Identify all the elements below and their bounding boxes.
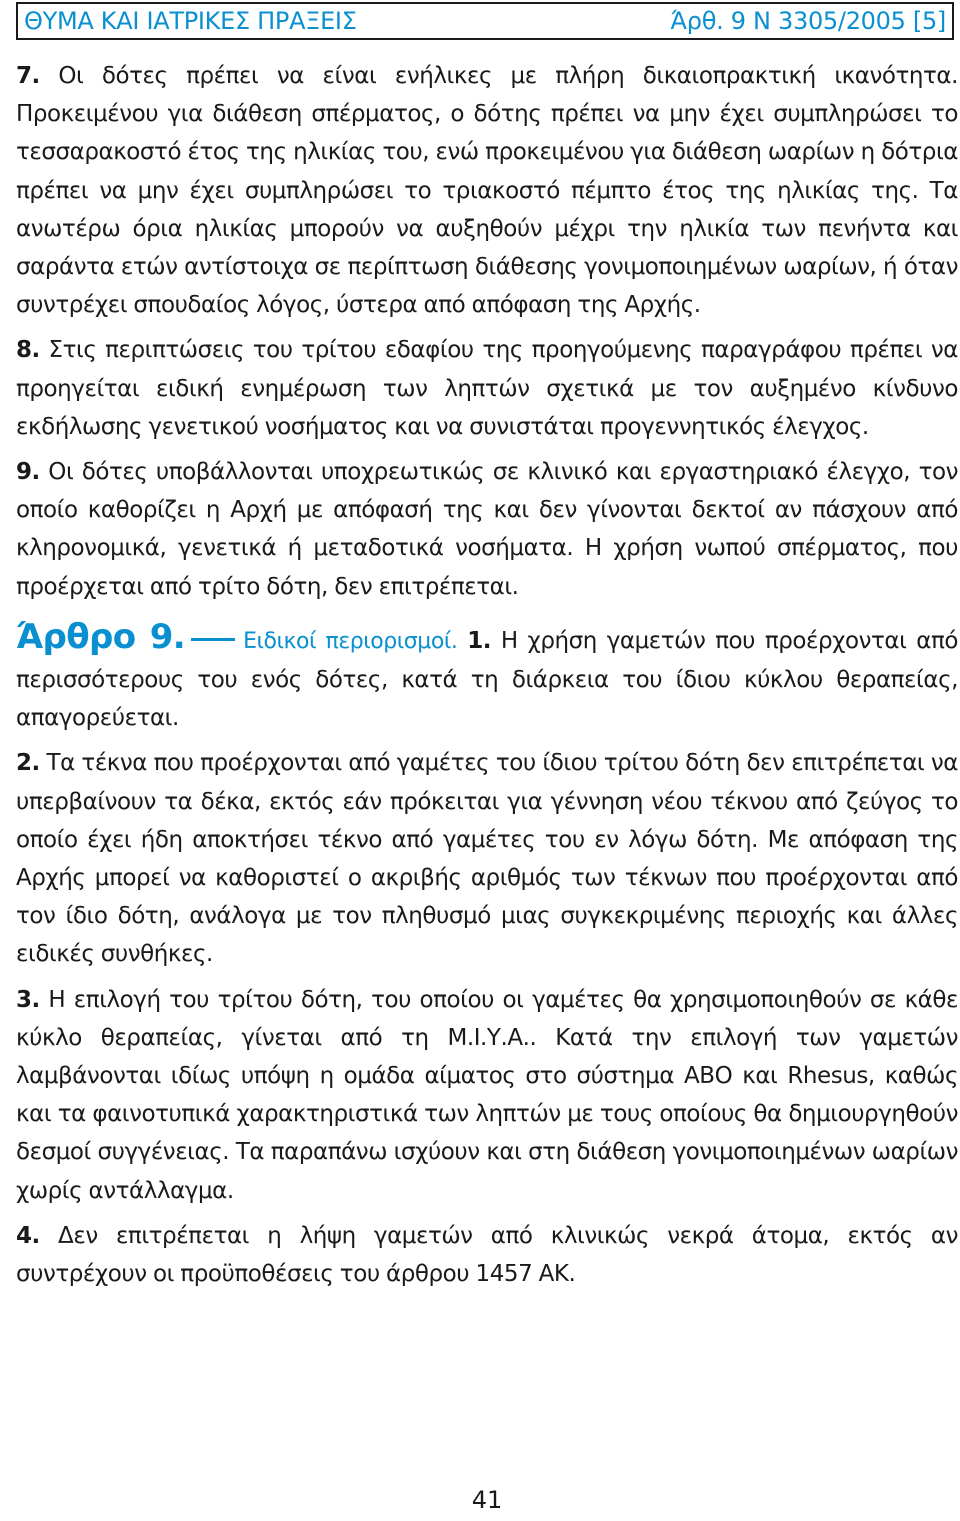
paragraph-number: 3. xyxy=(16,986,40,1013)
article-9-paragraph-4 xyxy=(16,1217,958,1293)
paragraph-text: Δεν επιτρέπεται η λήψη γαμετών από κλινικώς νεκρά άτομα, εκτός αν συντρέχουν οι προϋποθέσεις του άρθρου 1457 ΑΚ. xyxy=(16,1222,958,1288)
article-dash xyxy=(191,638,235,641)
paragraph-text: Η χρήση γαμετών που προέρχονται από περισσότερους του ενός δότες, κατά τη διάρκεια του ίδιου κύκλου θεραπείας, απαγορεύεται. xyxy=(16,627,958,732)
paragraph-number: 9. xyxy=(16,459,40,486)
paragraph-number: 2. xyxy=(16,750,40,777)
article-title: Ειδικοί περιορισμοί. xyxy=(243,628,458,654)
paragraph-text: Η επιλογή του τρίτου δότη, του οποίου οι γαμέτες θα χρησιμοποιηθούν σε κάθε κύκλο θεραπείας, γίνεται από τη Μ.Ι.Υ.Α.. Κατά την επιλογή των γαμετών λαμβάνονται ιδίως υπόψη η ομάδα αίματος στο σύστημα ΑΒΟ και Rhesus, καθώς και τα φαινοτυπικά χαρακτηριστικά των ληπτών με τους οποίους θα δημιουργηθούν δεσμοί συγγένειας. Τα παραπάνω ισχύουν και στη διάθεση γονιμοποιημένων ωαρίων χωρίς αντάλλαγμα. xyxy=(16,986,958,1204)
body-text xyxy=(16,57,958,1293)
paragraph-text: Οι δότες υποβάλλονται υποχρεωτικώς σε κλινικό και εργαστηριακό έλεγχο, τον οποίο καθορίζει η Αρχή με απόφασή της και δεν γίνονται δεκτοί αν πάσχουν από κληρονομικά, γενετικά ή μεταδοτικά νοσήματα. Η χρήση νωπού σπέρματος, που προέρχεται από τρίτο δότη, δεν επιτρέπεται. xyxy=(16,459,958,600)
paragraph-text: Οι δότες πρέπει να είναι ενήλικες με πλήρη δικαιοπρακτική ικανότητα. Προκειμένου για διάθεση σπέρματος, ο δότης πρέπει να μην έχει συμπληρώσει το τεσσαρακοστό έτος της ηλικίας του, ενώ προκειμένου για διάθεση ωαρίων η δότρια πρέπει να μην έχει συμπληρώσει το τριακοστό πέμπτο έτος της ηλικίας της. Τα ανωτέρω όρια ηλικίας μπορούν να αυξηθούν μέχρι την ηλικία των πενήντα και σαράντα ετών αντίστοιχα σε περίπτωση διάθεσης γονιμοποιημένων ωαρίων, ή όταν συντρέχει σπουδαίος λόγος, ύστερα από απόφαση της Αρχής. xyxy=(16,63,958,319)
paragraph-number: 8. xyxy=(16,337,40,364)
article-9-paragraph-2 xyxy=(16,744,958,973)
running-header xyxy=(16,2,954,40)
paragraph-text: Στις περιπτώσεις του τρίτου εδαφίου της προηγούμενης παραγράφου πρέπει να προηγείται ειδική ενημέρωση των ληπτών σχετικά με τον αυξημένο κίνδυνο εκδήλωσης γενετικού νοσήματος και να συνιστάται προγεννητικός έλεγχος. xyxy=(16,337,958,440)
paragraph-9 xyxy=(16,453,958,606)
page-number: 41 xyxy=(471,1486,503,1514)
paragraph-text: Τα τέκνα που προέρχονται από γαμέτες του ίδιου τρίτου δότη δεν επιτρέπεται να υπερβαίνουν τα δέκα, εκτός εάν πρόκειται για γέννηση νέου τέκνου από ζεύγος το οποίο έχει ήδη αποκτήσει τέκνο από γαμέτες του εν λόγω δότη. Με απόφαση της Αρχής μπορεί να καθοριστεί ο ακριβής αριθμός των τέκνων που προέρχονται από τον ίδιο δότη, ανάλογα με τον πληθυσμό μιας συγκεκριμένης περιοχής και άλλες ειδικές συνθήκες. xyxy=(16,750,958,968)
law-reference: Άρθ. 9 Ν 3305/2005 [5] xyxy=(670,7,946,35)
document-page xyxy=(16,0,958,1521)
paragraph-number: 4. xyxy=(16,1222,40,1249)
article-heading: Άρθρο 9. xyxy=(16,616,186,657)
section-title: ΘΥΜΑ ΚΑΙ ΙΑΤΡΙΚΕΣ ΠΡΑΞΕΙΣ xyxy=(24,7,357,35)
article-9-paragraph-1 xyxy=(16,618,958,738)
paragraph-number: 1. xyxy=(467,627,492,654)
paragraph-8 xyxy=(16,331,958,446)
paragraph-number: 7. xyxy=(16,63,40,89)
paragraph-7 xyxy=(16,57,958,324)
article-9-paragraph-3 xyxy=(16,981,958,1210)
